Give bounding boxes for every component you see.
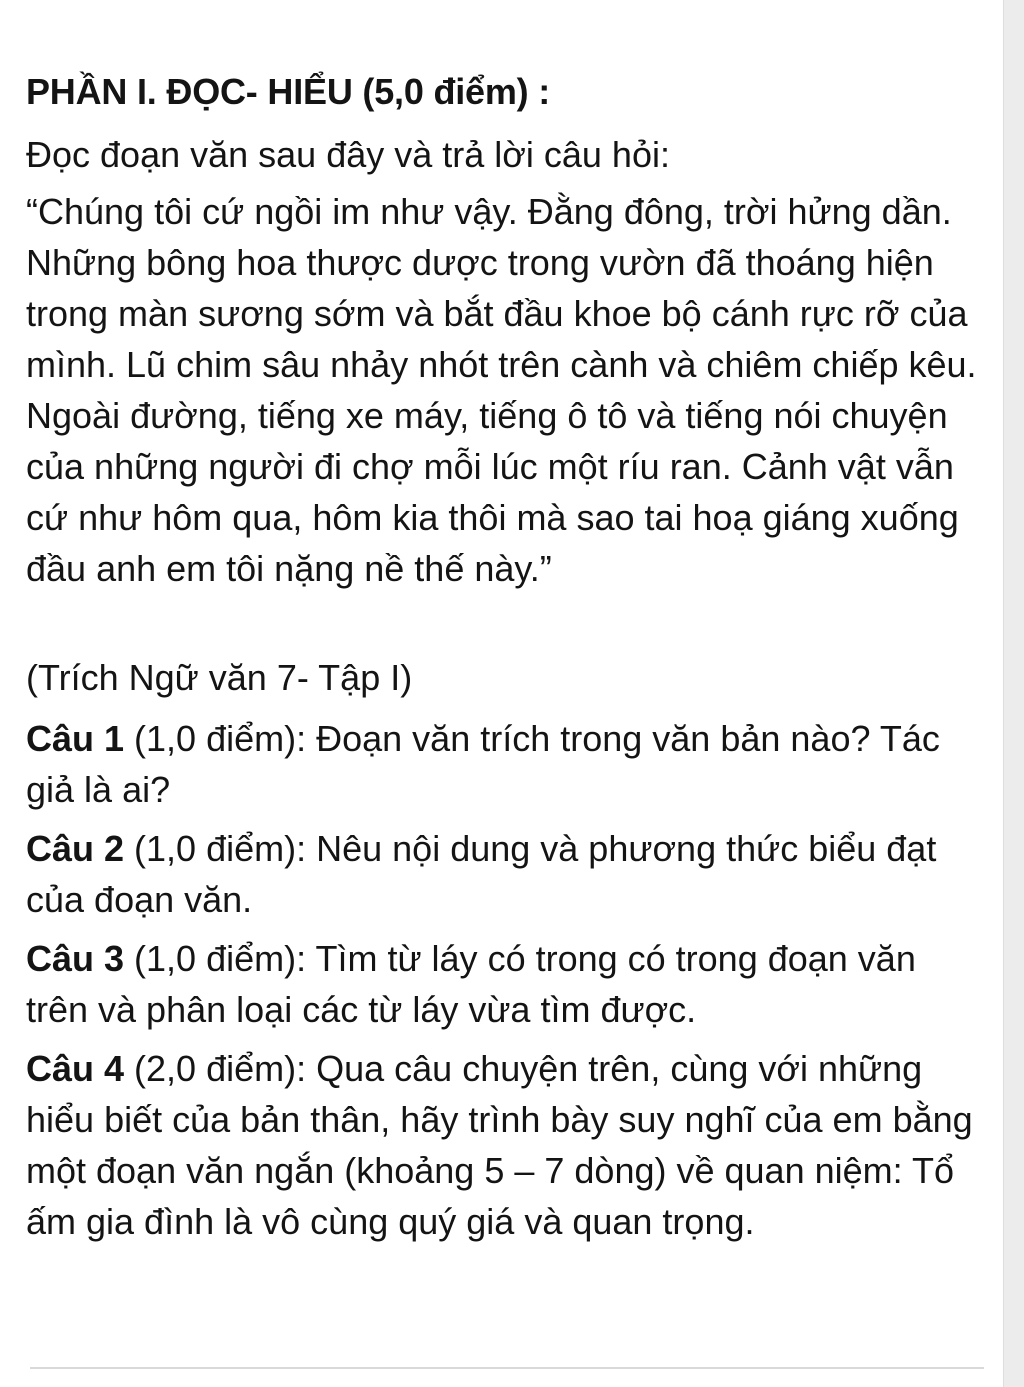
question-4-text: (2,0 điểm): Qua câu chuyện trên, cùng với những hiểu biết của bản thân, hãy trình bày suy nghĩ của em bằng một đoạn văn ngắn (khoảng 5 – 7 dòng) về quan niệm: Tổ ấm gia đình là vô cùng quý giá và quan trọng. (26, 1048, 973, 1242)
question-2 (26, 823, 986, 925)
question-2-label: Câu 2 (26, 828, 125, 869)
question-2-text: (1,0 điểm): Nêu nội dung và phương thức biểu đạt của đoạn văn. (26, 828, 937, 920)
question-1 (26, 713, 986, 815)
question-3 (26, 933, 986, 1035)
question-4-label: Câu 4 (26, 1048, 125, 1089)
reading-passage: “Chúng tôi cứ ngồi im như vậy. Đằng đông, trời hửng dần. Những bông hoa thược dược trong vườn đã thoáng hiện trong màn sương sớm và bắt đầu khoe bộ cánh rực rỡ của mình. Lũ chim sâu nhảy nhót trên cành và chiêm chiếp kêu. Ngoài đường, tiếng xe máy, tiếng ô tô và tiếng nói chuyện của những người đi chợ mỗi lúc một ríu ran. Cảnh vật vẫn cứ như hôm qua, hôm kia thôi mà sao tai hoạ giáng xuống đầu anh em tôi nặng nề thế này.” (26, 191, 977, 589)
section-heading: PHẦN I. ĐỌC- HIỂU (5,0 điểm) : (26, 71, 551, 112)
page-edge-strip (1003, 0, 1024, 1387)
question-1-text: (1,0 điểm): Đoạn văn trích trong văn bản nào? Tác giả là ai? (26, 718, 940, 810)
question-3-text: (1,0 điểm): Tìm từ láy có trong có trong đoạn văn trên và phân loại các từ láy vừa tìm được. (26, 938, 916, 1030)
passage-source: (Trích Ngữ văn 7- Tập I) (26, 657, 413, 698)
question-1-label: Câu 1 (26, 718, 125, 759)
reading-instruction: Đọc đoạn văn sau đây và trả lời câu hỏi: (26, 134, 670, 175)
document-content (26, 66, 986, 1255)
question-3-label: Câu 3 (26, 938, 125, 979)
question-4 (26, 1043, 986, 1247)
page-bottom-divider (30, 1367, 984, 1369)
